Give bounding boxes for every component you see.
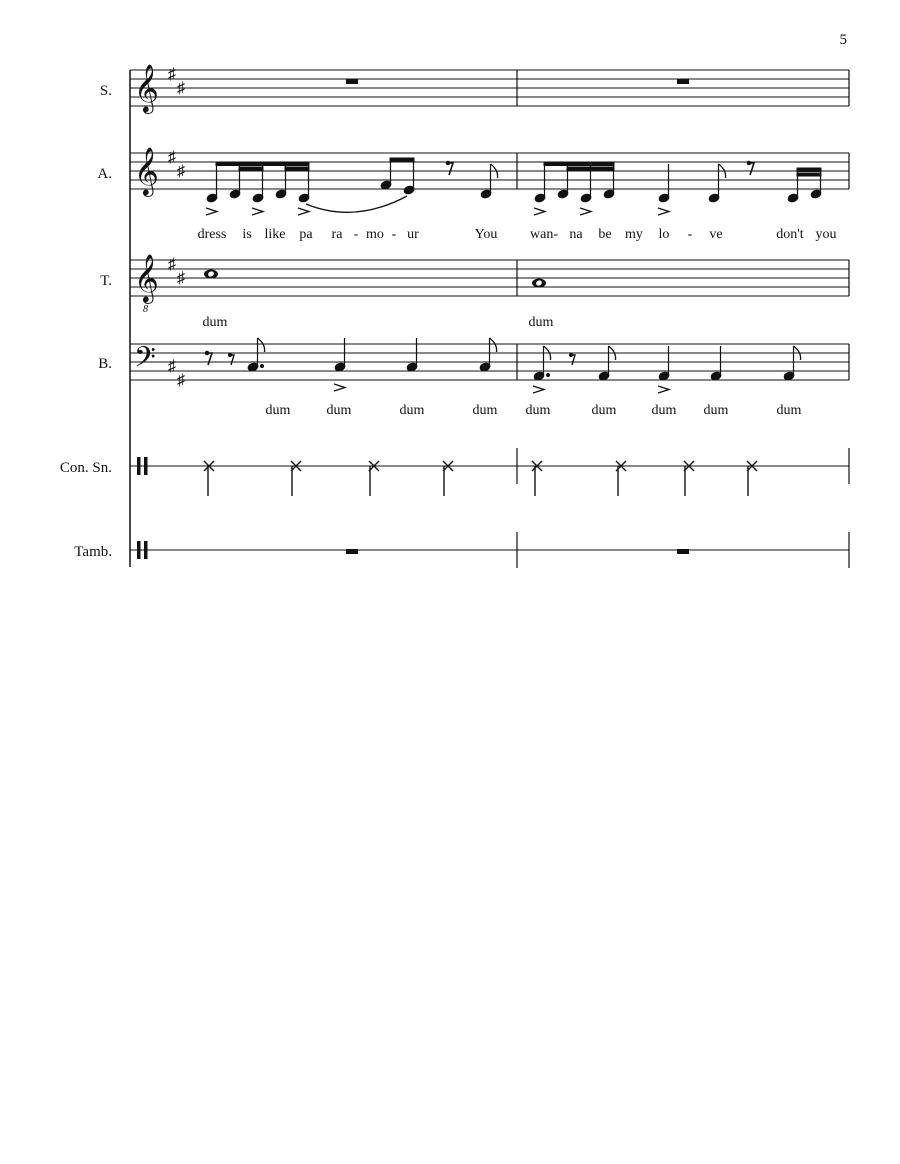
whole-rest <box>346 549 358 554</box>
whole-rest <box>346 79 358 84</box>
lyric: dum <box>776 403 802 418</box>
lyric: dum <box>265 403 291 418</box>
lyric: dum <box>399 403 425 418</box>
lyric: lo <box>658 227 670 242</box>
whole-note <box>532 279 546 288</box>
alto-measure-2 <box>534 161 822 203</box>
lyric: wan- <box>530 227 558 242</box>
beam <box>797 168 821 172</box>
lyric: dum <box>528 315 554 330</box>
lyric: you <box>815 227 837 242</box>
lyric: pa <box>299 227 313 242</box>
dot <box>261 365 264 368</box>
lyric: You <box>474 227 498 242</box>
beam <box>797 173 821 176</box>
accents <box>534 208 669 215</box>
lyric: dum <box>472 403 498 418</box>
instrument-label-bass: B. <box>98 356 112 372</box>
instrument-label-soprano: S. <box>99 83 112 99</box>
whole-rest <box>677 549 689 554</box>
lyric: is <box>242 227 252 242</box>
beam <box>590 167 614 170</box>
instrument-label-tenor: T. <box>100 273 112 289</box>
treble-clef: 𝄞 <box>134 66 159 112</box>
key-sharp-f: ♯ <box>168 149 176 166</box>
alto-measure-1 <box>206 158 498 212</box>
key-sharp-c: ♯ <box>177 80 185 97</box>
lyric: dum <box>651 403 677 418</box>
lyric: dum <box>703 403 729 418</box>
lyric: dum <box>326 403 352 418</box>
lyric: ra <box>331 227 343 242</box>
key-sharp-c: ♯ <box>177 270 185 287</box>
lyric-hyphen: - <box>391 227 397 242</box>
treble-8-clef: 𝄞 <box>134 256 159 302</box>
bass-clef: 𝄢 <box>134 343 156 380</box>
beam <box>567 167 591 170</box>
accent <box>334 384 345 391</box>
lyric: dum <box>591 403 617 418</box>
beam <box>544 162 614 166</box>
beam <box>390 158 414 162</box>
bass-measure-2 <box>533 346 801 381</box>
instrument-label-tambourine: Tamb. <box>74 544 112 560</box>
dot <box>547 374 550 377</box>
lyric: dress <box>197 227 227 242</box>
lyric: dum <box>202 315 228 330</box>
page-number: 5 <box>839 32 847 48</box>
flag <box>258 338 265 352</box>
lyric: ur <box>407 227 419 242</box>
lyric: like <box>264 227 286 242</box>
lyric: dum <box>525 403 551 418</box>
beam <box>285 167 309 170</box>
clef-octave-mark: 8 <box>143 304 148 315</box>
staff-soprano <box>130 70 849 106</box>
lyric: my <box>625 227 643 242</box>
lyric: ve <box>709 227 723 242</box>
slur <box>306 196 407 212</box>
lyric: be <box>598 227 612 242</box>
lyric-hyphen: - <box>353 227 359 242</box>
instrument-label-con-snare: Con. Sn. <box>59 460 112 476</box>
key-sharp-f: ♯ <box>168 256 176 273</box>
bass-measure-1 <box>205 338 496 372</box>
key-sharp-c: ♯ <box>177 163 185 180</box>
staff-alto <box>130 153 849 189</box>
accents <box>206 208 309 215</box>
alto-lyrics <box>198 227 837 242</box>
lyric: na <box>569 227 583 242</box>
treble-clef: 𝄞 <box>134 149 159 195</box>
flag <box>490 338 497 352</box>
key-sharp-f: ♯ <box>168 66 176 83</box>
key-sharp-f: ♯ <box>168 358 176 375</box>
whole-note <box>204 270 218 279</box>
lyric-hyphen: - <box>687 227 693 242</box>
beam <box>216 162 309 166</box>
lyric: don't <box>776 227 804 242</box>
staff-tenor <box>130 260 849 296</box>
lyric: mo <box>366 227 384 242</box>
accents <box>533 386 669 393</box>
key-sharp-c: ♯ <box>177 372 185 389</box>
whole-rest <box>677 79 689 84</box>
beam <box>239 167 263 170</box>
instrument-label-alto: A. <box>97 166 112 182</box>
